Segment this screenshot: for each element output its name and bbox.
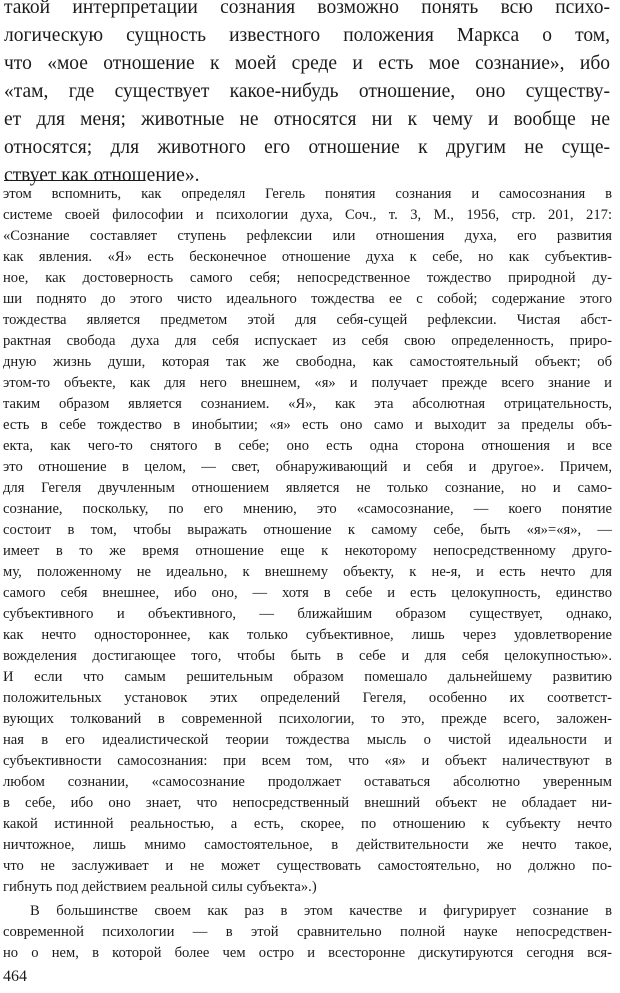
footnote-line: И если что самым решительным образом помешало дальнейшему развитию: [3, 669, 612, 685]
footnote-line: современной психологии — в этой сравнительно полной науке непосредствен-: [3, 924, 612, 940]
main-text-line: «там, где существует какое-нибудь отношение, оно существу-: [4, 81, 610, 102]
footnote-divider: [4, 180, 144, 181]
footnote-line: вожделения достигающее того, чтобы быть в себе и для себя целокупностью».: [3, 648, 612, 664]
footnote-line: дную жизнь души, которая так же свободна, как самостоятельный объект; об: [3, 354, 612, 370]
footnote-line: имеет в то же время отношение еще к некоторому непосредственному друго-: [3, 543, 612, 559]
footnote-line: таким образом является сознанием. «Я», как эта абсолютная отрицательность,: [3, 396, 612, 412]
footnote-line: что не заслуживает и не может существовать самостоятельно, но должно по-: [3, 858, 612, 874]
footnote-line: сознание, поскольку, по его мнению, это «самосознание, — коего понятие: [3, 501, 612, 517]
footnote-line: этом-то объекте, как для него внешнем, «я» и получает прежде всего знание и: [3, 375, 612, 391]
footnote-line: самого себя внешнее, ибо оно, — хотя в себе и есть целокупность, единство: [3, 585, 612, 601]
main-text-line: ствует как отношение».: [4, 165, 200, 186]
main-text-line: что «мое отношение к моей среде и есть мое сознание», ибо: [4, 53, 610, 74]
footnote-line: системе своей философии и психологии духа, Соч., т. 3, М., 1956, стр. 201, 217:: [3, 207, 612, 223]
footnote-line: это отношение в целом, — свет, обнаруживающий и себя и другое». Причем,: [3, 459, 612, 475]
footnote-line: есть в себе тождество в инобытии; «я» есть оно само и выходит за пределы объ-: [3, 417, 612, 433]
footnote-line: этом вспомнить, как определял Гегель понятия сознания и самосознания в: [3, 186, 612, 202]
footnote-line: субъективного и объективного, — ближайшим образом существует, однако,: [3, 606, 612, 622]
footnote-line: какой истинной реальностью, а есть, скорее, по отношению к субъекту нечто: [3, 816, 612, 832]
footnote-line: но о нем, в которой более чем остро и всесторонне дискутируются сегодня вся-: [3, 945, 612, 961]
footnote-line: субъективности самосознания: при всем том, что «я» и объект наличествуют в: [3, 753, 612, 769]
footnote-line: в себе, ибо оно знает, что непосредственный внешний объект не обладает ни-: [3, 795, 612, 811]
footnote-line: как нечто одностороннее, как только субъективное, лишь через удовлетворение: [3, 627, 612, 643]
main-text-line: относятся; для животного его отношение к другим не суще-: [4, 137, 610, 158]
footnote-line: му, положенному не идеально, к внешнему объекту, к не-я, и есть нечто для: [3, 564, 612, 580]
footnote-line: для Гегеля двучленным отношением является не только сознание, но и само-: [3, 480, 612, 496]
footnote-line: любом сознании, «самосознание продолжает оставаться абсолютно уверенным: [3, 774, 612, 790]
main-text-line: логическую сущность известного положения Маркса о том,: [4, 25, 610, 46]
footnote-line: ши поднято до этого чисто идеального тождества ее с собой; содержание этого: [3, 291, 612, 307]
footnote-line: вующих толкований в современной психологии, то это, прежде всего, заложен-: [3, 711, 612, 727]
main-text-line: ет для меня; животные не относятся ни к чему и вообще не: [4, 109, 610, 130]
page-number: 464: [3, 968, 27, 985]
footnote-line: ная в его идеалистической теории тождества мысль о чистой идеальности и: [3, 732, 612, 748]
footnote-line: ное, как достоверность самого себя; непосредственное тождество природной ду-: [3, 270, 612, 286]
footnote-line: «Сознание составляет ступень рефлексии или отношения духа, его развития: [3, 228, 612, 244]
footnote-line: состоит в том, чтобы выражать отношение к самому себе, быть «я»=«я», —: [3, 522, 612, 538]
footnote-line: положительных установок этих определений Гегеля, особенно их соответст-: [3, 690, 612, 706]
main-text-line: такой интерпретации сознания возможно понять всю психо-: [4, 0, 610, 18]
footnote-line: как явления. «Я» есть бесконечное отношение духа к себе, но как субъектив-: [3, 249, 612, 265]
footnote-line: гибнуть под действием реальной силы субъекта».): [3, 879, 317, 895]
footnote-line: екта, как чего-то снятого в себе; оно есть одна сторона отношения и все: [3, 438, 612, 454]
footnote-line: тождества является предметом этой для себя-сущей рефлексии. Чистая абст-: [3, 312, 612, 328]
footnote-line: ничтожное, лишь мнимо самостоятельное, в действительности же нечто такое,: [3, 837, 612, 853]
footnote-line: рактная свобода духа для себя испускает из себя свою определенность, приро-: [3, 333, 612, 349]
footnote-line: В большинстве своем как раз в этом качестве и фигурирует сознание в: [30, 903, 612, 919]
